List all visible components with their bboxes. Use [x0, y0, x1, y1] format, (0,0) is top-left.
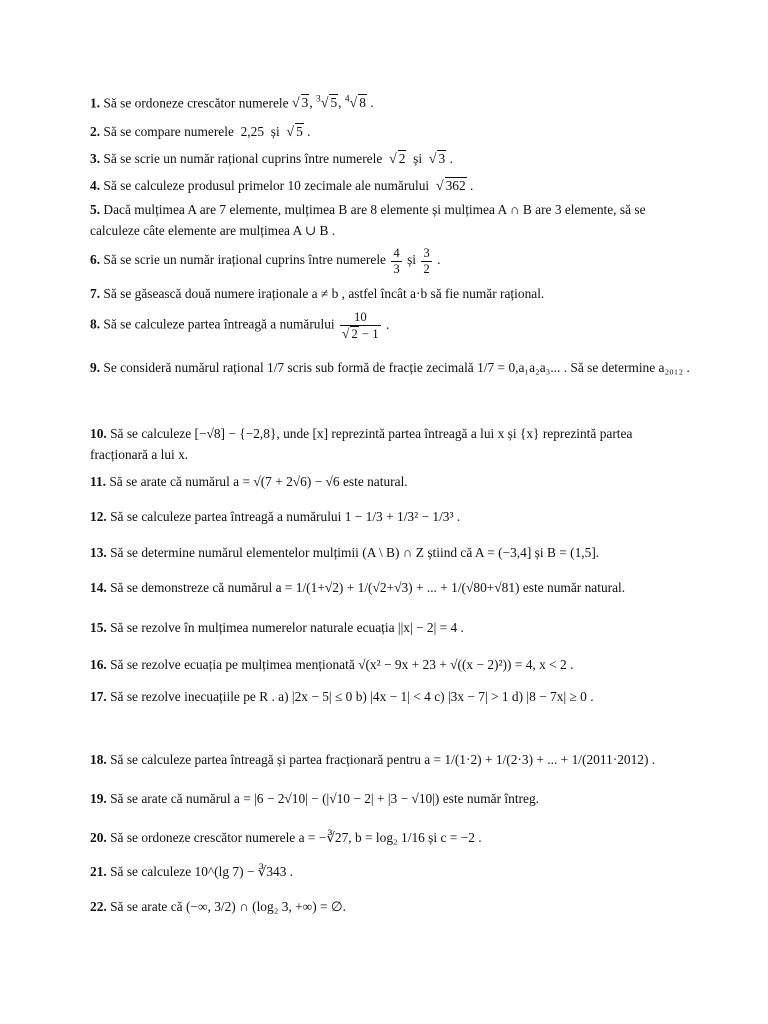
problem-21 — [90, 864, 690, 880]
problem-number: 7. — [90, 286, 101, 301]
problem-number: 12. — [90, 509, 107, 524]
problem-number: 20. — [90, 830, 107, 845]
problem-text: Să se calculeze [−√8] − {−2,8}, unde [x] reprezintă partea întreagă a lui x și {x} reprezintă partea fracționară a lui x. — [90, 426, 633, 463]
problem-4 — [90, 178, 690, 195]
problem-text: Să se calculeze produsul primelor 10 zecimale ale numărului — [103, 178, 430, 193]
problem-number: 16. — [90, 657, 107, 672]
problem-number: 10. — [90, 426, 107, 441]
problem-number: 22. — [90, 899, 107, 914]
problem-text: Se consideră numărul rațional 1/7 scris sub formă de fracție zecimală 1/7 = 0,a₁a₂a₃... . Să se determine a₂₀₁₂ . — [103, 360, 690, 375]
problem-15 — [90, 620, 690, 636]
problem-number: 18. — [90, 752, 107, 767]
math-expression: √ 362 . — [435, 178, 474, 194]
problem-12 — [90, 509, 690, 525]
math-expression: $\frac{4}{3}$ și $\frac{3}{2}$ . — [393, 246, 441, 276]
problem-number: 15. — [90, 620, 107, 635]
problem-text: Să se arate că (−∞, 3/2) ∩ (log₂ 3, +∞) = ∅. — [110, 899, 346, 914]
problem-number: 14. — [90, 580, 107, 595]
problem-text: Să se demonstreze că numărul a = 1/(1+√2) + 1/(√2+√3) + ... + 1/(√80+√81) este număr natural. — [110, 580, 626, 595]
problem-number: 6. — [90, 252, 101, 268]
problem-7 — [90, 286, 690, 302]
problem-number: 11. — [90, 474, 106, 489]
math-expression: $\frac{10}{√ 2 - 1}$ . — [342, 310, 390, 341]
problem-text: Să se determine numărul elementelor mulțimii (A \ B) ∩ Z știind că A = (−3,4] și B = (1,5]. — [110, 545, 600, 560]
problem-22 — [90, 899, 690, 915]
problem-text: Să se calculeze partea întreagă a numărului — [103, 316, 335, 332]
problem-text: Să se compare numerele — [103, 124, 234, 139]
problem-number: 19. — [90, 791, 107, 806]
problem-number: 21. — [90, 864, 107, 879]
math-expression: 2,25 și √ 5 . — [237, 124, 311, 140]
problem-text: Să se ordoneze crescător numerele — [103, 95, 289, 111]
problem-number: 17. — [90, 689, 107, 704]
problem-text: Să se găsească două numere iraționale a ≠ b , astfel încât a·b să fie număr rațional. — [103, 286, 545, 301]
problem-text: Să se calculeze partea întreagă și partea fracționară pentru a = 1/(1·2) + 1/(2·3) + ... + 1/(2011·2012) . — [110, 752, 656, 767]
problem-number: 2. — [90, 124, 101, 139]
problem-text: Să se scrie un număr irațional cuprins între numerele — [103, 252, 387, 268]
problem-text: Să se arate că numărul a = |6 − 2√10| − (|√10 − 2| + |3 − √10|) este număr întreg. — [110, 791, 539, 806]
problem-18 — [90, 752, 690, 768]
problem-text: Să se ordoneze crescător numerele a = −∛27, b = log₂ 1/16 și c = −2 . — [110, 830, 482, 845]
math-expression: √ 3, $^3$√ 5, $^4$√ 8 . — [291, 95, 374, 112]
problem-20 — [90, 830, 690, 846]
problem-16 — [90, 657, 690, 673]
problem-number: 8. — [90, 316, 101, 332]
problem-number: 13. — [90, 545, 107, 560]
problem-17 — [90, 686, 690, 709]
problem-11 — [90, 474, 690, 490]
problem-1 — [90, 95, 690, 112]
problem-8 — [90, 310, 690, 341]
problem-13 — [90, 545, 690, 561]
problem-text: Să se calculeze 10^(lg 7) − ∛343 . — [110, 864, 294, 879]
problem-9 — [90, 355, 690, 380]
problem-14 — [90, 580, 690, 596]
problem-number: 4. — [90, 178, 101, 193]
problem-text: Să se rezolve în mulțimea numerelor naturale ecuația ||x| − 2| = 4 . — [110, 620, 464, 635]
problem-number: 5. — [90, 202, 101, 217]
problem-text: Să se rezolve inecuațiile pe R . a) |2x − 5| ≤ 0 b) |4x − 1| < 4 c) |3x − 7| > 1 d) |8 − 7x| ≥ 0 . — [110, 689, 594, 704]
problem-number: 3. — [90, 151, 101, 166]
problem-text: Să se scrie un număr rațional cuprins între numerele — [103, 151, 383, 166]
problem-10 — [90, 423, 690, 466]
problem-text: Dacă mulțimea A are 7 elemente, mulțimea B are 8 elemente și mulțimea A ∩ B are 3 elemente, să se calculeze câte elemente are mulțimea A ∪ B . — [90, 202, 646, 239]
problem-number: 1. — [90, 95, 101, 111]
problem-19 — [90, 791, 690, 807]
problem-text: Să se rezolve ecuația pe mulțimea menționată √(x² − 9x + 23 + √((x − 2)²)) = 4, x < 2 . — [110, 657, 574, 672]
math-expression: √ 2 și √ 3 . — [389, 151, 453, 167]
problem-text: Să se calculeze partea întreagă a numărului 1 − 1/3 + 1/3² − 1/3³ . — [110, 509, 461, 524]
problem-text: Să se arate că numărul a = √(7 + 2√6) − √6 este natural. — [109, 474, 408, 489]
problem-number: 9. — [90, 360, 101, 375]
problem-6 — [90, 246, 690, 276]
problem-3 — [90, 151, 690, 168]
problem-5 — [90, 199, 690, 242]
problem-2 — [90, 124, 690, 141]
